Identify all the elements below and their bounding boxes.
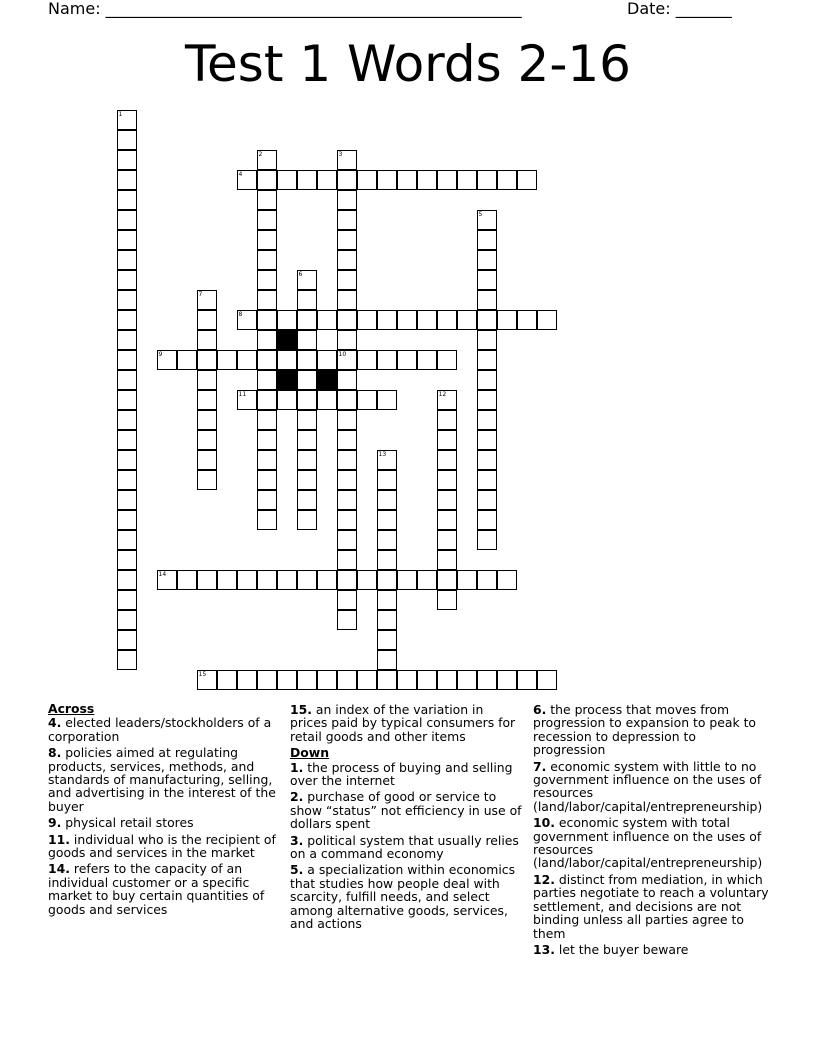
grid-cell[interactable] <box>177 570 197 590</box>
grid-cell[interactable] <box>537 670 557 690</box>
grid-cell[interactable] <box>197 410 217 430</box>
grid-cell[interactable] <box>117 450 137 470</box>
grid-cell[interactable] <box>377 550 397 570</box>
grid-cell[interactable] <box>297 290 317 310</box>
grid-cell[interactable] <box>337 150 357 170</box>
grid-cell[interactable] <box>297 370 317 390</box>
down-clue-10: 10. economic system with total government influence on the uses of resources (land/labor/capital/entrepreneurship) <box>533 815 763 871</box>
grid-cell[interactable] <box>317 350 337 370</box>
grid-cell[interactable] <box>477 430 497 450</box>
down-clue-13: 13. let the buyer beware <box>533 941 689 957</box>
grid-cell[interactable] <box>337 290 357 310</box>
grid-cell[interactable] <box>477 370 497 390</box>
grid-cell[interactable] <box>417 570 437 590</box>
grid-cell[interactable] <box>517 310 537 330</box>
grid-cell[interactable] <box>437 670 457 690</box>
grid-cell[interactable] <box>477 330 497 350</box>
grid-cell[interactable] <box>257 510 277 530</box>
grid-cell[interactable] <box>357 390 377 410</box>
cell-number: 1 <box>118 110 123 118</box>
grid-cell[interactable] <box>257 350 277 370</box>
cell-number: 15 <box>198 670 207 678</box>
grid-cell[interactable] <box>337 510 357 530</box>
grid-cell[interactable] <box>297 270 317 290</box>
grid-cell[interactable] <box>237 170 257 190</box>
grid-cell[interactable] <box>377 170 397 190</box>
across-clue-14: 14. refers to the capacity of an individual customer or a specific market to buy certain quantities of goods and services <box>48 861 265 917</box>
grid-cell[interactable] <box>497 670 517 690</box>
grid-cell[interactable] <box>417 170 437 190</box>
grid-cell[interactable] <box>337 610 357 630</box>
grid-cell[interactable] <box>277 170 297 190</box>
grid-cell[interactable] <box>117 230 137 250</box>
grid-cell[interactable] <box>197 390 217 410</box>
grid-cell[interactable] <box>197 370 217 390</box>
page-title: Test 1 Words 2-16 <box>185 35 631 93</box>
grid-cell[interactable] <box>377 530 397 550</box>
black-cell <box>277 330 297 350</box>
across-clue-9: 9. physical retail stores <box>48 815 194 831</box>
grid-cell[interactable] <box>257 310 277 330</box>
grid-cell[interactable] <box>497 570 517 590</box>
down-clue-1: 1. the process of buying and selling over the internet <box>290 759 513 789</box>
grid-cell[interactable] <box>357 570 377 590</box>
grid-cell[interactable] <box>397 350 417 370</box>
grid-cell[interactable] <box>437 430 457 450</box>
grid-cell[interactable] <box>317 170 337 190</box>
grid-cell[interactable] <box>297 170 317 190</box>
grid-cell[interactable] <box>337 250 357 270</box>
grid-cell[interactable] <box>437 570 457 590</box>
grid-cell[interactable] <box>257 170 277 190</box>
grid-cell[interactable] <box>337 210 357 230</box>
grid-cell[interactable] <box>337 530 357 550</box>
grid-cell[interactable] <box>457 310 477 330</box>
grid-cell[interactable] <box>397 570 417 590</box>
cell-number: 10 <box>338 350 347 358</box>
grid-cell[interactable] <box>497 310 517 330</box>
grid-cell[interactable] <box>257 490 277 510</box>
down-clue-3: 3. political system that usually relies on a command economy <box>290 832 519 862</box>
grid-cell[interactable] <box>437 470 457 490</box>
cell-number: 9 <box>158 350 163 358</box>
grid-cell[interactable] <box>117 390 137 410</box>
grid-cell[interactable] <box>117 170 137 190</box>
grid-cell[interactable] <box>337 330 357 350</box>
down-clue-6: 6. the process that moves from progression to expansion to peak to recession to depression to progression <box>533 702 757 758</box>
grid-cell[interactable] <box>397 670 417 690</box>
grid-cell[interactable] <box>297 330 317 350</box>
grid-cell[interactable] <box>277 350 297 370</box>
grid-cell[interactable] <box>457 670 477 690</box>
down-clue-12: 12. distinct from mediation, in which parties negotiate to reach a voluntary settlement, and decisions are not binding unless all parties agree to them <box>533 871 769 941</box>
grid-cell[interactable] <box>197 290 217 310</box>
grid-cell[interactable] <box>337 550 357 570</box>
cell-number: 11 <box>238 390 247 398</box>
grid-cell[interactable] <box>437 550 457 570</box>
grid-cell[interactable] <box>477 470 497 490</box>
grid-cell[interactable] <box>297 390 317 410</box>
grid-cell[interactable] <box>317 390 337 410</box>
grid-cell[interactable] <box>477 250 497 270</box>
grid-cell[interactable] <box>297 450 317 470</box>
grid-cell[interactable] <box>437 170 457 190</box>
grid-cell[interactable] <box>477 530 497 550</box>
grid-cell[interactable] <box>197 310 217 330</box>
grid-cell[interactable] <box>257 430 277 450</box>
grid-cell[interactable] <box>517 170 537 190</box>
grid-cell[interactable] <box>517 670 537 690</box>
grid-cell[interactable] <box>277 310 297 330</box>
grid-cell[interactable] <box>477 350 497 370</box>
grid-cell[interactable] <box>477 310 497 330</box>
grid-cell[interactable] <box>417 670 437 690</box>
across-clue-15: 15. an index of the variation in prices paid by typical consumers for retail goods and other items <box>290 702 516 744</box>
grid-cell[interactable] <box>277 390 297 410</box>
clue-column-1 <box>48 700 276 919</box>
grid-cell[interactable] <box>297 410 317 430</box>
grid-cell[interactable] <box>117 590 137 610</box>
grid-cell[interactable] <box>477 410 497 430</box>
grid-cell[interactable] <box>377 310 397 330</box>
clue-column-3 <box>533 700 769 959</box>
grid-cell[interactable] <box>357 670 377 690</box>
grid-cell[interactable] <box>237 570 257 590</box>
grid-cell[interactable] <box>477 390 497 410</box>
down-heading: Down <box>290 745 330 761</box>
grid-cell[interactable] <box>257 190 277 210</box>
grid-cell[interactable] <box>397 310 417 330</box>
grid-cell[interactable] <box>197 330 217 350</box>
grid-cell[interactable] <box>197 670 217 690</box>
grid-cell[interactable] <box>117 610 137 630</box>
grid-cell[interactable] <box>117 130 137 150</box>
across-clue-4: 4. elected leaders/stockholders of a corporation <box>48 715 272 744</box>
grid-cell[interactable] <box>117 370 137 390</box>
down-clue-7: 7. economic system with little to no government influence on the uses of resources (land/labor/capital/entrepreneurship) <box>533 758 763 814</box>
grid-cell[interactable] <box>377 570 397 590</box>
grid-cell[interactable] <box>337 430 357 450</box>
grid-cell[interactable] <box>257 250 277 270</box>
grid-cell[interactable] <box>477 290 497 310</box>
across-heading: Across <box>48 701 95 716</box>
grid-cell[interactable] <box>257 290 277 310</box>
grid-cell[interactable] <box>117 650 137 670</box>
grid-cell[interactable] <box>477 670 497 690</box>
grid-cell[interactable] <box>257 330 277 350</box>
grid-cell[interactable] <box>377 470 397 490</box>
grid-cell[interactable] <box>357 350 377 370</box>
grid-cell[interactable] <box>377 450 397 470</box>
grid-cell[interactable] <box>257 150 277 170</box>
cell-number: 13 <box>378 450 387 458</box>
grid-cell[interactable] <box>437 390 457 410</box>
grid-cell[interactable] <box>257 210 277 230</box>
grid-cell[interactable] <box>377 630 397 650</box>
grid-cell[interactable] <box>377 510 397 530</box>
grid-cell[interactable] <box>457 570 477 590</box>
grid-cell[interactable] <box>117 410 137 430</box>
grid-cell[interactable] <box>297 350 317 370</box>
down-clue-5: 5. a specialization within economics that studies how people deal with scarcity, fulfill needs, and select among alternative goods, services, and actions <box>290 862 516 932</box>
grid-cell[interactable] <box>337 670 357 690</box>
grid-cell[interactable] <box>117 210 137 230</box>
grid-cell[interactable] <box>257 410 277 430</box>
grid-cell[interactable] <box>497 170 517 190</box>
grid-cell[interactable] <box>357 170 377 190</box>
grid-cell[interactable] <box>337 230 357 250</box>
grid-cell[interactable] <box>477 450 497 470</box>
grid-cell[interactable] <box>377 390 397 410</box>
grid-cell[interactable] <box>297 570 317 590</box>
grid-cell[interactable] <box>337 390 357 410</box>
grid-cell[interactable] <box>297 490 317 510</box>
cell-number: 8 <box>238 310 243 318</box>
grid-cell[interactable] <box>377 490 397 510</box>
grid-cell[interactable] <box>357 310 377 330</box>
grid-cell[interactable] <box>377 350 397 370</box>
grid-cell[interactable] <box>337 190 357 210</box>
grid-cell[interactable] <box>477 230 497 250</box>
cell-number: 12 <box>438 390 447 398</box>
grid-cell[interactable] <box>117 350 137 370</box>
grid-cell[interactable] <box>237 310 257 330</box>
cell-number: 14 <box>158 570 167 578</box>
grid-cell[interactable] <box>117 250 137 270</box>
grid-cell[interactable] <box>377 670 397 690</box>
grid-cell[interactable] <box>437 590 457 610</box>
grid-cell[interactable] <box>257 450 277 470</box>
grid-cell[interactable] <box>377 610 397 630</box>
grid-cell[interactable] <box>237 670 257 690</box>
grid-cell[interactable] <box>237 390 257 410</box>
grid-cell[interactable] <box>197 470 217 490</box>
grid-cell[interactable] <box>117 570 137 590</box>
grid-cell[interactable] <box>437 450 457 470</box>
grid-cell[interactable] <box>337 350 357 370</box>
cell-number: 7 <box>198 290 203 298</box>
grid-cell[interactable] <box>117 150 137 170</box>
grid-cell[interactable] <box>337 310 357 330</box>
grid-cell[interactable] <box>317 570 337 590</box>
grid-cell[interactable] <box>477 510 497 530</box>
grid-cell[interactable] <box>477 490 497 510</box>
grid-cell[interactable] <box>297 430 317 450</box>
cell-number: 3 <box>338 150 343 158</box>
grid-cell[interactable] <box>177 350 197 370</box>
grid-cell[interactable] <box>237 350 257 370</box>
grid-cell[interactable] <box>337 270 357 290</box>
grid-cell[interactable] <box>377 650 397 670</box>
grid-cell[interactable] <box>257 390 277 410</box>
grid-cell[interactable] <box>417 310 437 330</box>
grid-cell[interactable] <box>437 490 457 510</box>
grid-cell[interactable] <box>477 210 497 230</box>
grid-cell[interactable] <box>317 670 337 690</box>
grid-cell[interactable] <box>157 350 177 370</box>
grid-cell[interactable] <box>157 570 177 590</box>
name-field[interactable]: Name: ____________________________________________________ <box>48 0 522 18</box>
grid-cell[interactable] <box>117 290 137 310</box>
grid-cell[interactable] <box>257 470 277 490</box>
grid-cell[interactable] <box>197 450 217 470</box>
grid-cell[interactable] <box>117 310 137 330</box>
across-clue-11: 11. individual who is the recipient of goods and services in the market <box>48 831 276 861</box>
grid-cell[interactable] <box>257 230 277 250</box>
cell-number: 5 <box>478 210 483 218</box>
grid-cell[interactable] <box>117 510 137 530</box>
grid-cell[interactable] <box>297 470 317 490</box>
grid-cell[interactable] <box>117 630 137 650</box>
grid-cell[interactable] <box>197 570 217 590</box>
black-cell <box>277 370 297 390</box>
grid-cell[interactable] <box>297 310 317 330</box>
grid-cell[interactable] <box>477 570 497 590</box>
grid-cell[interactable] <box>117 430 137 450</box>
grid-cell[interactable] <box>297 510 317 530</box>
cell-number: 4 <box>238 170 243 178</box>
grid-cell[interactable] <box>477 270 497 290</box>
grid-cell[interactable] <box>337 370 357 390</box>
clue-column-2 <box>290 700 522 934</box>
grid-cell[interactable] <box>297 670 317 690</box>
grid-cell[interactable] <box>457 170 477 190</box>
grid-cell[interactable] <box>117 550 137 570</box>
grid-cell[interactable] <box>437 530 457 550</box>
grid-cell[interactable] <box>197 430 217 450</box>
grid-cell[interactable] <box>317 310 337 330</box>
grid-cell[interactable] <box>337 470 357 490</box>
grid-cell[interactable] <box>337 170 357 190</box>
grid-cell[interactable] <box>117 270 137 290</box>
cell-number: 6 <box>298 270 303 278</box>
grid-cell[interactable] <box>277 670 297 690</box>
down-clue-2: 2. purchase of good or service to show “status” not efficiency in use of dollars spent <box>290 789 522 832</box>
grid-cell[interactable] <box>117 530 137 550</box>
black-cell <box>317 370 337 390</box>
grid-cell[interactable] <box>117 110 137 130</box>
grid-cell[interactable] <box>117 330 137 350</box>
grid-cell[interactable] <box>377 590 397 610</box>
date-field[interactable]: Date: _______ <box>627 0 732 18</box>
grid-cell[interactable] <box>437 510 457 530</box>
grid-cell[interactable] <box>277 570 297 590</box>
grid-cell[interactable] <box>477 170 497 190</box>
grid-cell[interactable] <box>257 570 277 590</box>
grid-cell[interactable] <box>437 410 457 430</box>
grid-cell[interactable] <box>257 370 277 390</box>
grid-cell[interactable] <box>337 450 357 470</box>
grid-cell[interactable] <box>217 670 237 690</box>
grid-cell[interactable] <box>437 350 457 370</box>
grid-cell[interactable] <box>437 310 457 330</box>
grid-cell[interactable] <box>217 350 237 370</box>
grid-cell[interactable] <box>117 490 137 510</box>
grid-cell[interactable] <box>337 490 357 510</box>
grid-cell[interactable] <box>337 570 357 590</box>
grid-cell[interactable] <box>197 350 217 370</box>
cell-number: 2 <box>258 150 263 158</box>
grid-cell[interactable] <box>417 350 437 370</box>
grid-cell[interactable] <box>537 310 557 330</box>
grid-cell[interactable] <box>337 410 357 430</box>
grid-cell[interactable] <box>337 590 357 610</box>
grid-cell[interactable] <box>257 270 277 290</box>
across-clue-8: 8. policies aimed at regulating products, services, methods, and standards of manufacturing, selling, and advertising in the interest of the buyer <box>48 745 276 814</box>
grid-cell[interactable] <box>257 670 277 690</box>
grid-cell[interactable] <box>117 190 137 210</box>
grid-cell[interactable] <box>117 470 137 490</box>
grid-cell[interactable] <box>217 570 237 590</box>
grid-cell[interactable] <box>397 170 417 190</box>
